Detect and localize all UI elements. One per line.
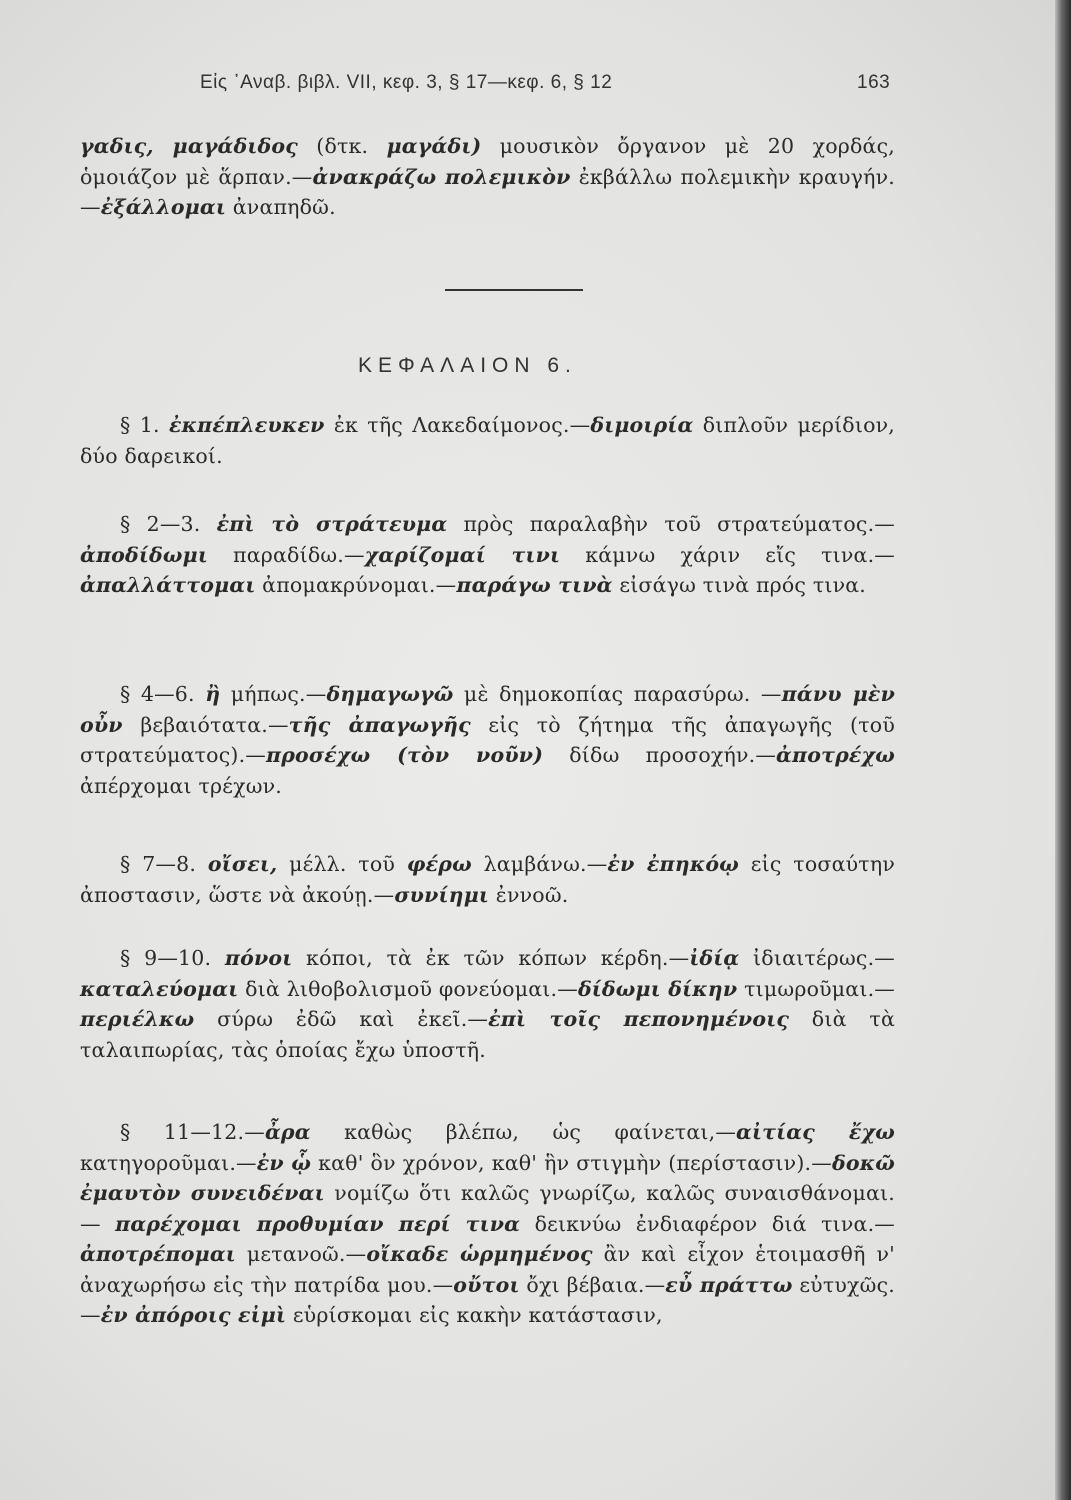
section-11-12: § 11—12.—ἆρα καθὼς βλέπω, ὡς φαίνεται,—αἰτίας ἔχω κατηγοροῦμαι.—ἐν ᾧ καθ' ὃν χρόνον, καθ' ἣν στιγμὴν (περίστασιν).—δοκῶ ἐμαυτὸν συνειδέναι νομίζω ὅτι καλῶς γνωρίζω, καλῶς συναισθάνομαι. — παρέχομαι προθυμίαν περί τινα δεικνύω ἐνδιαφέρον διά τινα.—ἀποτρέπομαι μετανοῶ.—οἴκαδε ὡρμημένος ἂν καὶ εἶχον ἑτοιμασθῆ ν' ἀναχωρήσω εἰς τὴν πατρίδα μου.—οὔτοι ὄχι βέβαια.—εὖ πράττω εὐτυχῶς.—ἐν ἀπόροις εἰμὶ εὑρίσκομαι εἰς κακὴν κατάστασιν,	[80, 1120, 895, 1327]
section-9-10: § 9—10. πόνοι κόποι, τὰ ἐκ τῶν κόπων κέρδη.—ἰδίᾳ ἰδιαιτέρως.—καταλεύομαι διὰ λιθοβολισμοῦ φονεύομαι.—δίδωμι δίκην τιμωροῦμαι.—περιέλκω σύρω ἐδῶ καὶ ἐκεῖ.—ἐπὶ τοῖς πεπονημένοις διὰ τὰ ταλαιπωρίας, τὰς ὁποίας ἔχω ὑποστῆ.	[80, 946, 895, 1062]
section-number: § 7—8.	[120, 852, 208, 876]
section-1: § 1. ἐκπέπλευκεν ἐκ τῆς Λακεδαίμονος.—διμοιρία διπλοῦν μερίδιον, δύο δαρεικοί.	[80, 413, 896, 468]
section-number: § 9—10.	[120, 946, 225, 970]
section-number: § 2—3.	[120, 512, 217, 536]
page-number: 163	[857, 72, 891, 93]
section-number: § 4—6.	[120, 682, 206, 706]
page-shadow-edge	[1055, 0, 1071, 1500]
section-4-6: § 4—6. ἢ μήπως.—δημαγωγῶ μὲ δημοκοπίας παρασύρω. —πάνυ μὲν οὖν βεβαιότατα.—τῆς ἀπαγωγῆς εἰς τὸ ζήτημα τῆς ἀπαγωγῆς (τοῦ στρατεύματος).—προσέχω (τὸν νοῦν) δίδω προσοχήν.—ἀποτρέχω ἀπέρχομαι τρέχων.	[80, 682, 895, 798]
section-number: § 11—12.—	[120, 1120, 265, 1144]
intro-paragraph: γαδις, μαγάδιδος (δτκ. μαγάδι) μουσικὸν ὄργανον μὲ 20 χορδάς, ὁμοιάζον μὲ ἅρπαν.—ἀνακράζω πολεμικὸν ἐκβάλλω πολεμικὴν κραυγήν.—ἐξάλλομαι ἀναπηδῶ.	[80, 134, 895, 219]
section-number: § 1.	[120, 413, 169, 437]
running-title: Εἰς ᾿Αναβ. βιβλ. VII, κεφ. 3, § 17—κεφ. 6, § 12	[200, 72, 613, 93]
chapter-title: ΚΕΦΑΛΑΙΟΝ 6.	[358, 354, 577, 377]
section-2-3: § 2—3. ἐπὶ τὸ στράτευμα πρὸς παραλαβὴν τοῦ στρατεύματος.—ἀποδίδωμι παραδίδω.—χαρίζομαί τινι κάμνω χάριν εἴς τινα.—ἀπαλλάττομαι ἀπομακρύνομαι.—παράγω τινὰ εἰσάγω τινὰ πρός τινα.	[80, 512, 896, 597]
section-divider	[445, 289, 583, 291]
section-7-8: § 7—8. οἴσει, μέλλ. τοῦ φέρω λαμβάνω.—ἐν ἐπηκόῳ εἰς τοσαύτην ἀποστασιν, ὥστε νὰ ἀκούῃ.—συνίημι ἐννοῶ.	[80, 852, 895, 907]
